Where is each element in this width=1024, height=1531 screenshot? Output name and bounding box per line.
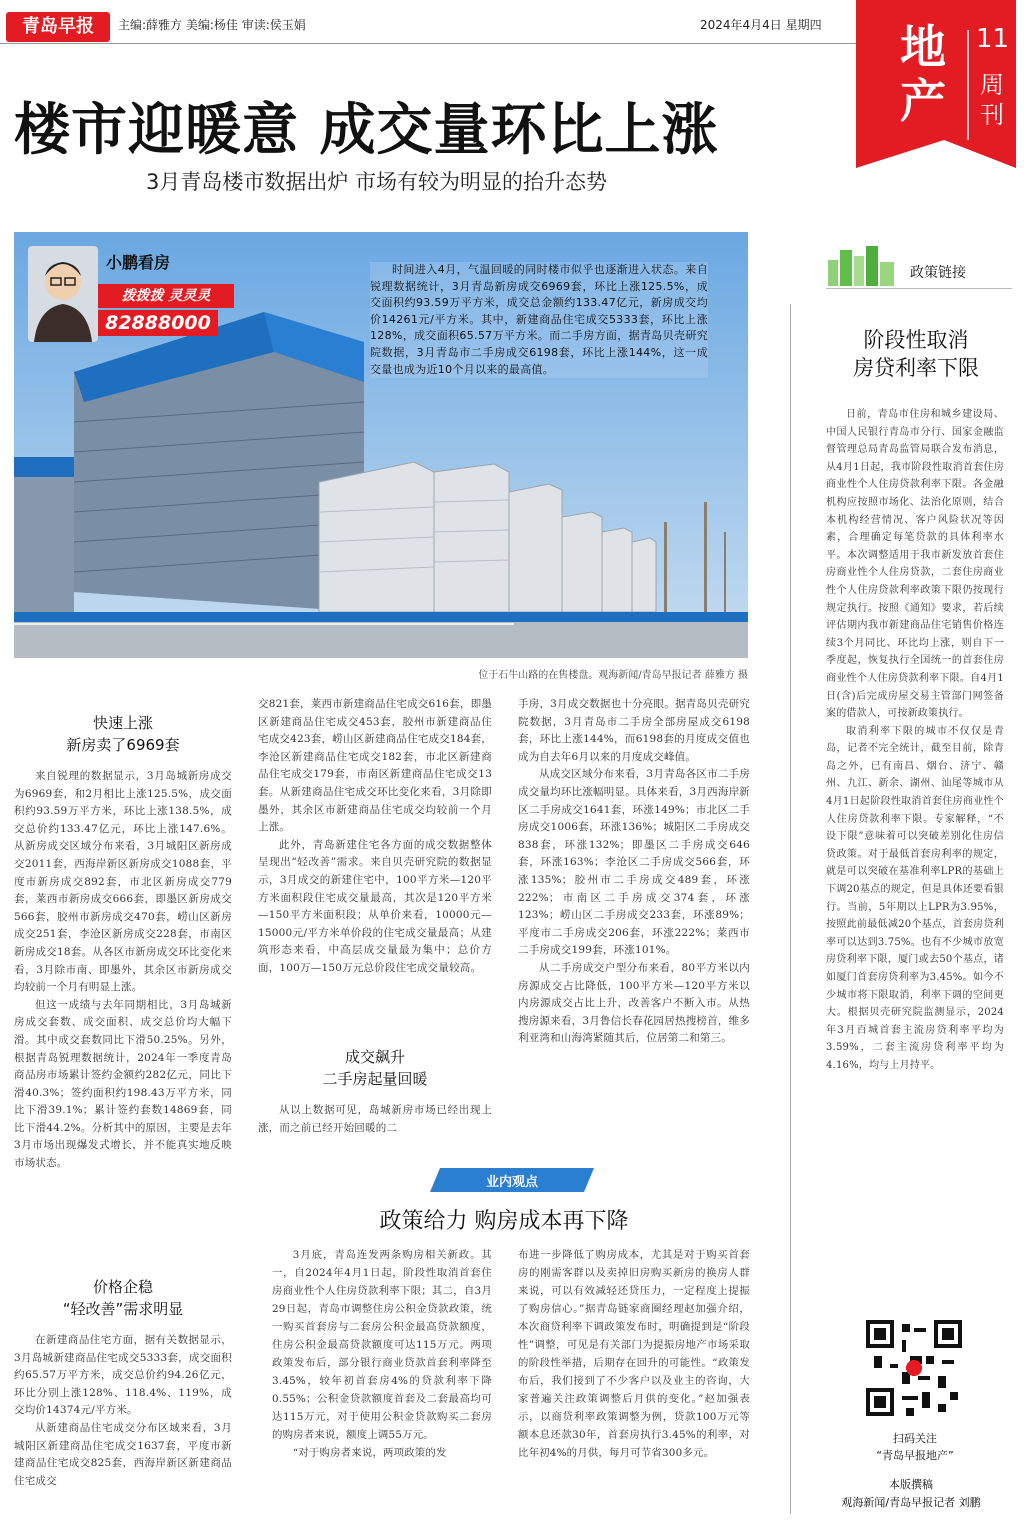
photo-caption: 位于石牛山路的在售楼盘。观海新闻/青岛早报记者 薛雅方 摄 <box>478 670 748 681</box>
subhead-line: “轻改善”需求明显 <box>62 1300 184 1318</box>
subhead-line: 快速上涨 <box>92 714 153 732</box>
paragraph: 从新建商品住宅成交分布区域来看，3月城阳区新建商品住宅成交1637套，平度市新建商品住宅成交825套，西海岸新区新建商品住宅成交 <box>14 1421 232 1487</box>
qr-caption-line: “青岛早报地产” <box>876 1449 954 1462</box>
newspaper-logo: 青岛早报 <box>6 12 110 42</box>
subhead-price-stable <box>14 1276 232 1320</box>
paragraph: 布进一步降低了购房成本，尤其是对于购买首套房的刚需客群以及卖掉旧房购买新房的换房人群来说，可以有效减轻还贷压力，一定程度上提振了购房信心。”据青岛链家商圈经理赵加强介绍，本次商贷利率下调政策发布时，明确提到是“阶段性”调整，可见是有关部门为提振房地产市场采取的阶段性举措，后期存在回升的可能性。“政策发布后，我们接到了不少客户以及业主的咨询，大家普遍关注政策调整后月供的变化。”赵加强表示，以商贷利率政策调整为例，贷款100万元等额本息还款30年，首套房执行3.45%的利率，对比年初4%的月供，每月可节省300多元。 <box>518 1249 750 1459</box>
qr-caption <box>820 1430 1010 1464</box>
subhead-line: 成交飙升 <box>344 1048 405 1066</box>
byline-label: 本版撰稿 <box>889 1478 933 1491</box>
paragraph: 从成交区域分布来看，3月青岛各区市二手房成交量均环比涨幅明显。具体来看，3月西海岸新区二手房成交1641套，环涨149%；市北区二手房成交1006套，环涨136%；城阳区二手房成交838套，环涨132%；即墨区二手房成交646套，环涨163%；李沧区二手房成交566套，环涨135%；胶州市二手房成交489套，环涨222%；市南区二手房成交374套，环涨123%；崂山区二手房成交233套，环涨89%；平度市二手房成交206套，环涨222%；莱西市二手房成交199套，环涨101%。 <box>518 768 750 957</box>
editor-credits: 主编:薛雅方 美编:杨佳 审读:侯玉娟 <box>118 18 306 32</box>
subhead-line: 新房卖了6969套 <box>66 736 180 754</box>
byline-name: 观海新闻/青岛早报记者 刘鹏 <box>841 1496 981 1509</box>
paragraph: 日前，青岛市住房和城乡建设局、中国人民银行青岛市分行、国家金融监督管理总局青岛监管局联合发布消息，从4月1日起，我市阶段性取消首套住房商业性个人住房贷款利率下限。各金融机构应按照市场化、法治化原则，结合本机构经营情况、客户风险状况等因素，合理确定每笔贷款的具体利率水平。本次调整适用于我市新发放首套住房商业性个人住房贷款，二套住房商业性个人住房贷款利率政策下限仍按现行规定执行。按照《通知》要求，若后续评估期内我市新建商品住宅销售价格连续3个月同比、环比均上涨，则自下一季度起，恢复执行全国统一的首套住房商业性个人住房贷款利率下限。自4月1日(含)后完成房屋交易主管部门网签备案的借款人，可按新政策执行。 <box>826 409 1004 720</box>
section-title: 地产 <box>900 20 946 128</box>
reporter-avatar <box>28 246 98 342</box>
paragraph: 从二手房成交户型分布来看，80平方米以内房源成交占比降低，100平方米—120平方米以内房源成交占比上升，改善客户不断入市。从热搜房源来看，3月鲁信长春花园居热搜榜首，维多利亚湾和山海湾紧随其后，位居第二和第三。 <box>518 961 750 1045</box>
paragraph: 交821套，莱西市新建商品住宅成交616套，即墨区新建商品住宅成交453套，胶州市新建商品住宅成交423套，崂山区新建商品住宅成交184套，李沧区新建商品住宅成交182套，市北区新建商品住宅成交179套，市南区新建商品住宅成交13套。从新建商品住宅成交环比变化来看，3月除即墨外，其余区市新建商品住宅成交均较前一个月上涨。 <box>258 698 492 834</box>
industry-tag <box>430 1168 594 1192</box>
column-name: 小鹏看房 <box>106 253 171 272</box>
paragraph: 3月底，青岛连发两条购房相关新政。其一，自2024年4月1日起，阶段性取消首套住房商业性个人住房贷款利率下限；其二，自3月29日起，青岛市调整住房公积金贷款政策，统一购买首套房与二套房公积金最高贷款额度，住房公积金最高贷款额度可达115万元。两项政策发布后，部分银行商业贷款首套利率降至3.45%，较年初首套房4%的贷款利率下降0.55%；公积金贷款额度首套及二套最高均可达115万元，对于使用公积金贷款购买二套房的购房者来说，额度上调55万元。 <box>272 1249 492 1441</box>
article-column-1b <box>14 1332 232 1490</box>
paragraph: 从以上数据可见，岛城新房市场已经出现上涨，而之前已经开始回暖的二 <box>258 1104 492 1134</box>
industry-column-right <box>518 1246 750 1462</box>
article-column-3 <box>518 696 750 1048</box>
byline <box>800 1476 1022 1512</box>
paragraph: 但这一成绩与去年同期相比，3月岛城新房成交套数、成交面积、成交总价均大幅下滑。其中成交套数同比下滑50.25%。另外，根据青岛锐理数据统计，2024年一季度青岛商品房市场累计签约金额约282亿元，同比下滑40.3%；签约面积约198.43万平方米，同比下滑39.1%；累计签约套数14869套，同比下滑44.2%。分析其中的原因，主要是去年3月市场出现爆发式增长，并不能真实地反映市场状态。 <box>14 998 232 1170</box>
industry-column-left <box>272 1246 492 1462</box>
news-photo <box>14 232 748 658</box>
subhead-second-hand <box>258 1046 492 1090</box>
subhead-line: 价格企稳 <box>92 1278 153 1296</box>
sidebar-label: 政策链接 <box>910 265 966 281</box>
article-column-1a <box>14 768 232 1173</box>
page-number: 11 <box>976 24 1010 54</box>
sidebar-title <box>816 326 1016 382</box>
hotline-number: 82888000 <box>98 310 218 336</box>
city-skyline-icon <box>826 246 898 286</box>
sidebar-article <box>826 406 1004 1075</box>
sidebar-title-line: 房贷利率下限 <box>853 356 979 380</box>
qr-code[interactable] <box>866 1320 962 1416</box>
section-ribbon <box>856 0 1016 168</box>
hotline-brand: 拨拨拨 灵灵灵 <box>98 284 234 308</box>
paragraph: 此外，青岛新建住宅各方面的成交数据整体呈现出“轻改善”需求。来自贝壳研究院的数据显示，3月成交的新建住宅中，100平方米—120平方米面积段住宅成交量最高，其次是120平方米—150平方米面积段；从单价来看，10000元—15000元/平方米单价段的住宅成交量最高；从建筑形态来看，中高层成交量最为集中；总价方面，100万—150万元总价段住宅成交量较高。 <box>258 838 492 974</box>
paragraph: 取消利率下限的城市不仅仅是青岛，记者不完全统计，截至目前，除青岛之外，已有南昌、烟台、济宁、赣州、九江、新余、湖州、汕尾等城市从4月1日起阶段性取消首套住房商业性个人住房贷款利率下限。专家解释，“不设下限”意味着可以突破差别化住房信贷政策。对于最低首套房利率的规定，就是可以突破在基准利率LPR的基础上下调20基点的规定，但是具体还要看银行。当前，5年期以上LPR为3.95%，按照此前最低减20个基点，首套房贷利率可以达到3.75%。也有不少城市放宽房贷利率下限，厦门或去50个基点，诸如厦门首套房贷利率为3.45%。如今不少城市将下限取消，利率下调的空间更大。根据贝壳研究院监测显示，2024年3月百城首套主流房贷利率平均为3.59%，二套主流房贷利率平均为4.16%，均与上月持平。 <box>826 725 1004 1071</box>
sidebar-label-rule <box>826 288 1012 289</box>
weekly-label: 周刊 <box>980 71 1004 129</box>
main-headline: 楼市迎暖意 成交量环比上涨 <box>14 98 719 163</box>
paragraph: 来自锐理的数据显示，3月岛城新房成交为6969套，和2月相比上涨125.5%，成交面积约93.59万平方米，环比上涨138.5%，成交总价约133.47亿元，环比上涨147.6%。从新房成交区域分布来看，3月城阳区新房成交2011套，西海岸新区新房成交1088套，平度市新房成交892套，市北区新房成交779套，莱西市新房成交666套，即墨区新房成交566套，胶州市新房成交470套，崂山区新房成交251套，李沧区新房成交228套，市南区新房成交18套。从各区市新房成交环比变化来看，3月除市南、即墨外，其余区市新房成交均较前一个月有明显上涨。 <box>14 770 232 994</box>
qr-caption-line: 扫码关注 <box>893 1432 937 1445</box>
paragraph: 手房，3月成交数据也十分亮眼。据青岛贝壳研究院数据，3月青岛市二手房全部房屋成交6198套，环比上涨144%，而6198套的月度成交值也成为自去年6月以来的月度成交峰值。 <box>518 698 750 763</box>
issue-date: 2024年4月4日 星期四 <box>700 18 822 32</box>
article-column-2a <box>258 696 492 978</box>
masthead-rule <box>0 43 856 44</box>
industry-tag-label: 业内观点 <box>485 1175 538 1190</box>
lead-paragraph: 时间进入4月，气温回暖的同时楼市似乎也逐渐进入状态。来自锐理数据统计，3月青岛新房成交6969套，环比上涨125.5%，成交面积约93.59万平方米，成交总金额约133.47亿元，新房成交均价14261元/平方米。其中，新建商品住宅成交5333套，环比上涨128%，成交面积65.57万平方米。而二手房方面，据青岛贝壳研究院数据，3月青岛市二手房成交6198套，环比上涨144%，这一成交量也成为近10个月以来的最高值。 <box>370 262 708 378</box>
paragraph: 在新建商品住宅方面，据有关数据显示，3月岛城新建商品住宅成交5333套，成交面积约65.57万平方米，成交总价约94.26亿元，环比分别上涨128%、118.4%、119%，成交均价14374元/平方米。 <box>14 1334 232 1417</box>
subhead-line: 二手房起量回暖 <box>322 1070 428 1088</box>
sub-headline: 3月青岛楼市数据出炉 市场有较为明显的抬升态势 <box>146 170 608 194</box>
article-column-2b <box>258 1102 492 1137</box>
subhead-rapid-rise <box>14 712 232 756</box>
industry-title: 政策给力 购房成本再下降 <box>379 1209 629 1234</box>
sidebar-divider <box>790 304 791 1514</box>
paragraph: “对于购房者来说，两项政策的发 <box>292 1447 447 1459</box>
sidebar-title-line: 阶段性取消 <box>863 328 969 352</box>
